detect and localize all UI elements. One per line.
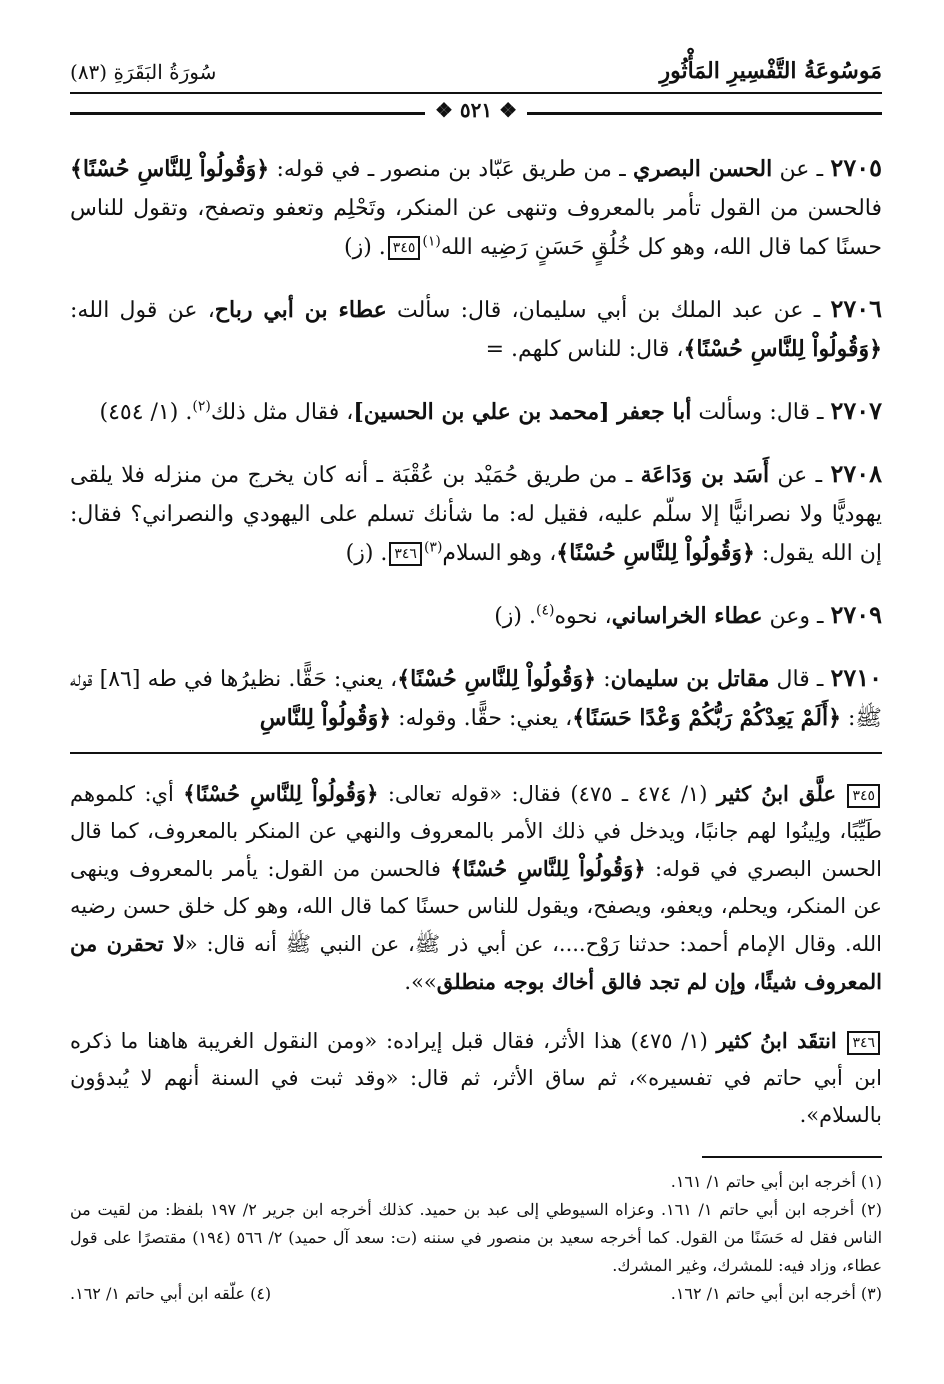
footnote-ref[interactable]: (٤) [535,602,555,619]
narrator-name: عطاء بن أبي رباح [214,297,387,323]
page-number-bar [70,100,882,126]
ornamental-rule-left [70,112,425,115]
footnotes [70,1168,882,1308]
footnote-separator [702,1156,882,1158]
narrator-name: مقاتل بن سليمان [610,666,770,692]
narrations [70,148,882,738]
quran-quote: ﴿أَلَمْ يَعِدْكُمْ رَبُّكُمْ وَعْدًا حَسَنًا﴾ [572,705,842,731]
narration-2706: ٢٧٠٦ ـ عن عبد الملك بن أبي سليمان، قال: سألت عطاء بن أبي رباح، عن قول الله: ﴿وَقُولُواْ لِلنَّاسِ حُسْنًا﴾، قال: للناس كلهم. = [70,294,882,362]
narration-number: ٢٧٠٩ [830,600,882,629]
footnote-2: (٢) أخرجه ابن أبي حاتم ١/ ١٦١. وعزاه السيوطي إلى عبد بن حميد. كذلك أخرجه ابن جرير ٢/ ١٩٧ بلفظ: من لقيت من الناس فقل له حَسَنًا من القول. كما أخرجه سعيد بن منصور في سننه (ت: سعد آل حميد) ٢/ ٥٦٦ (١٩٤) مقتصرًا على قول عطاء، وزاد فيه: للمشرك، وغير المشرك. [70,1200,883,1275]
commentary-separator [70,752,882,754]
quran-quote: ﴿وَقُولُواْ لِلنَّاسِ حُسْنًا﴾ [683,336,882,362]
comment-345: ٣٤٥ علَّق ابنُ كثير (١/ ٤٧٤ ـ ٤٧٥) فقال: «قوله تعالى: ﴿وَقُولُواْ لِلنَّاسِ حُسْنًا﴾ أي: كلموهم طَيِّبًا، ولِينُوا لهم جانبًا، ويدخل في ذلك الأمر بالمعروف والنهي عن المنكر بالمعروف، كما قال الحسن البصري في قوله: ﴿وَقُولُواْ لِلنَّاسِ حُسْنًا﴾ فالحسن من القول: يأمر بالمعروف وينهى عن المنكر، ويحلم، ويعفو، ويصفح، ويقول للناس حسنًا كما قال الله، وهو كل خلق حسن رضيه الله. وقال الإمام أحمد: حدثنا رَوْح....، عن أبي ذر ﷺ، عن النبي ﷺ أنه قال: «لا تحقرن من المعروف شيئًا، وإن لم تجد فالق أخاك بوجه منطلق»». [70,781,882,994]
comment-number-box: ٣٤٦ [847,1031,880,1055]
narration-number: ٢٧٠٨ [830,459,882,488]
quran-quote: ﴿وَقُولُواْ لِلنَّاسِ حُسْنًا﴾ [450,856,646,881]
commentator-name: انتقَد ابنُ كثير [716,1028,837,1053]
narration-number: ٢٧٠٧ [830,396,882,425]
narration-2710: ٢٧١٠ ـ قال مقاتل بن سليمان: ﴿وَقُولُواْ لِلنَّاسِ حُسْنًا﴾، يعني: حَقًّا. نظيرُها في طه [٨٦] قوله ﷺ: ﴿أَلَمْ يَعِدْكُمْ رَبُّكُمْ وَعْدًا حَسَنًا﴾، يعني: حقًّا. وقوله: ﴿وَقُولُواْ لِلنَّاسِ [70,663,883,731]
quran-quote: ﴿وَقُولُواْ لِلنَّاسِ حُسْنًا﴾ [183,781,379,806]
commentator-name: علَّق ابنُ كثير [716,781,836,806]
commentary-notes [70,775,882,1134]
book-title: مَوسُوعَةُ التَّفْسِيرِ المَأْثُورِ [659,58,882,84]
narrator-name: أبا جعفر [محمد بن علي بن الحسين] [353,399,692,425]
comment-ref-box[interactable]: ٣٤٦ [389,542,422,566]
footnote-4: (٤) علّقه ابن أبي حاتم ١/ ١٦٢. [70,1284,272,1303]
hadith-text: لا تحقرن من المعروف شيئًا، وإن لم تجد فالق أخاك بوجه منطلق [70,931,882,994]
quran-quote: ﴿وَقُولُواْ لِلنَّاسِ حُسْنًا﴾ [397,666,597,692]
running-header [70,52,882,94]
footnote-1: (١) أخرجه ابن أبي حاتم ١/ ١٦١. [670,1172,882,1191]
narration-2705: ٢٧٠٥ ـ عن الحسن البصري ـ من طريق عَبّاد بن منصور ـ في قوله: ﴿وَقُولُواْ لِلنَّاسِ حُسْنًا﴾ فالحسن من القول تأمر بالمعروف وتنهى عن المنكر، وتَحْلِم وتعفو وتصفح، وتقول للناس حسنًا كما قال الله، وهو كل خُلُقٍ حَسَنٍ رَضِيه الله$^{(١)}$٣٤٥. (ز) [70,153,882,260]
surah-label: سُورَةُ البَقَرَةِ (٨٣) [70,60,217,84]
footnote-ref[interactable]: (٢) [192,398,211,415]
narrator-name: أَسَد بن وَدَاعَة [640,462,770,488]
quran-quote: ﴿وَقُولُواْ لِلنَّاسِ حُسْنًا﴾ [556,540,755,566]
quran-quote: ﴿وَقُولُواْ لِلنَّاسِ حُسْنًا﴾ [70,156,270,182]
narrator-name: عطاء الخراساني [611,603,763,629]
page-number: ❖ ٥٢١ ❖ [434,98,518,122]
narration-2709: ٢٧٠٩ ـ وعن عطاء الخراساني، نحوه$^{(٤)}$. (ز) [494,600,882,629]
book-page [70,52,882,1308]
footnote-3: (٣) أخرجه ابن أبي حاتم ١/ ١٦٢. [670,1284,882,1303]
narration-number: ٢٧١٠ [830,663,883,692]
comment-number-box: ٣٤٥ [847,784,880,808]
narration-number: ٢٧٠٦ [830,294,882,323]
narration-number: ٢٧٠٥ [830,153,882,182]
comment-346: ٣٤٦ انتقَد ابنُ كثير (١/ ٤٧٥) هذا الأثر، فقال قبل إيراده: «ومن النقول الغريبة هاهنا ما ذكره ابن أبي حاتم في تفسيره»، ثم ساق الأثر، ثم قال: «وقد ثبت في السنة أنهم لا يُبدؤون بالسلام». [70,1028,882,1127]
footnote-ref[interactable]: (٣) [423,539,443,556]
narration-2707: ٢٧٠٧ ـ قال: وسألت أبا جعفر [محمد بن علي بن الحسين]، فقال مثل ذلك$^{(٢)}$. (١/ ٤٥٤) [99,396,882,425]
comment-ref-box[interactable]: ٣٤٥ [388,236,421,260]
footnote-ref[interactable]: (١) [422,233,441,250]
narrator-name: الحسن البصري [632,156,773,182]
narration-2708: ٢٧٠٨ ـ عن أَسَد بن وَدَاعَة ـ من طريق حُمَيْد بن عُقْبَة ـ أنه كان يخرج من منزله فلا يلقى يهوديًّا ولا نصرانيًّا إلا سلّم عليه، فقيل له: ما شأنك تسلم على اليهودي والنصراني؟ فقال: إن الله يقول: ﴿وَقُولُواْ لِلنَّاسِ حُسْنًا﴾، وهو السلام$^{(٣)}$٣٤٦. (ز) [70,459,882,566]
footnote-row [70,1280,882,1308]
quran-quote: ﴿وَقُولُواْ لِلنَّاسِ [259,705,392,731]
